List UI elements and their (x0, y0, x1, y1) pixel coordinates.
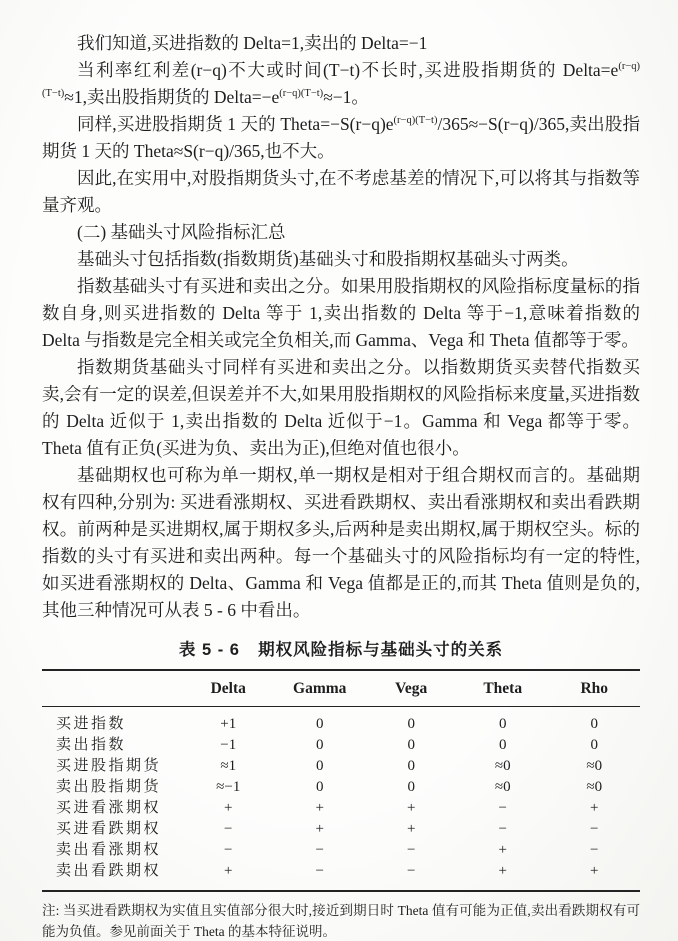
text-run: 当利率红利差(r−q)不大或时间(T−t)不长时,买进股指期货的 Delta=e (77, 60, 619, 80)
cell-value: 0 (498, 737, 507, 753)
column-header: Delta (183, 670, 274, 707)
cell-value: 0 (315, 716, 324, 732)
paragraph (42, 462, 640, 624)
table-5-6-block (42, 636, 640, 892)
paragraph (42, 111, 640, 165)
cell-value: + (406, 821, 416, 837)
cell-value: + (498, 863, 507, 879)
cell-value: ≈0 (586, 779, 603, 795)
paragraph (42, 273, 640, 354)
cell-value: − (498, 821, 507, 837)
row-label: 卖出看跌期权 (56, 863, 162, 879)
column-header: Theta (457, 670, 548, 707)
cell-value: ≈0 (586, 758, 603, 774)
cell-value: 0 (407, 737, 415, 753)
table-row (42, 756, 640, 777)
paragraph (42, 246, 640, 273)
paragraph (42, 219, 640, 246)
cell-value: ≈0 (494, 779, 511, 795)
formula-superscript: (r−q)(T−t) (42, 61, 640, 100)
table-row (42, 861, 640, 892)
row-label: 买进股指期货 (56, 758, 162, 774)
table-row (42, 707, 640, 735)
column-header: Rho (548, 670, 640, 707)
table-row (42, 798, 640, 819)
row-label: 买进看跌期权 (56, 821, 162, 837)
table-title (42, 636, 640, 660)
cell-value: − (589, 842, 599, 858)
row-label: 买进看涨期权 (56, 800, 162, 816)
cell-value: − (224, 821, 233, 837)
cell-value: + (224, 800, 233, 816)
text-run: 基础期权也可称为单一期权,单一期权是相对于组合期权而言的。基础期权有四种,分别为: 买进看涨期权、买进看跌期权、卖出看涨期权和卖出看跌期权。前两种是买进期权,属于期权多头,后两种是卖出期权,属于期权空头。标的指数的头寸有买进和卖出两种。每一个基础头寸的风险指标均有一定的特性,如买进看涨期权的 Delta、Gamma 和 Vega 值都是正的,而其 Theta 值则是负的,其他三种情况可从表 5 - 6 中看出。 (42, 465, 640, 620)
text-run: /365≈−S(r−q)/365,卖出股指期货 1 天的 Theta≈S(r−q)/365,也不大。 (42, 114, 640, 161)
table-header (42, 670, 640, 707)
paragraph (42, 165, 640, 219)
risk-indicator-table (42, 669, 640, 892)
text-run: ≈1,卖出股指期货的 Delta=−e (64, 87, 280, 107)
formula-superscript: (r−q)(T−t) (279, 88, 324, 100)
text-run: 同样,买进股指期货 1 天的 Theta=−S(r−q)e (77, 114, 394, 134)
table-row (42, 819, 640, 840)
cell-value: 0 (315, 779, 324, 795)
cell-value: 0 (315, 737, 324, 753)
table-row (42, 777, 640, 798)
cell-value: 0 (407, 758, 415, 774)
cell-value: 0 (590, 737, 598, 753)
row-label: 卖出指数 (56, 737, 127, 753)
table-header-row (42, 670, 640, 707)
row-label: 买进指数 (56, 716, 127, 732)
text-run: 指数基础头寸有买进和卖出之分。如果用股指期权的风险指标度量标的指数自身,则买进指数的 Delta 等于 1,卖出指数的 Delta 等于−1,意味着指数的 Delta 与指数是完全相关或完全负相关,而 Gamma、Vega 和 Theta 值都等于零。 (42, 276, 640, 350)
cell-value: 0 (498, 716, 507, 732)
cell-value: − (589, 821, 599, 837)
text-run: 基础头寸包括指数(指数期货)基础头寸和股指期权基础头寸两类。 (77, 249, 579, 269)
column-header: Vega (365, 670, 456, 707)
paragraph (42, 57, 640, 111)
cell-value: − (315, 863, 324, 879)
body-paragraphs (42, 30, 640, 624)
text-run: ≈−1。 (323, 87, 369, 107)
table-body (42, 707, 640, 892)
cell-value: 0 (407, 716, 415, 732)
table-row (42, 840, 640, 861)
text-run: 我们知道,买进指数的 Delta=1,卖出的 Delta=−1 (77, 33, 428, 53)
text-run: (二) 基础头寸风险指标汇总 (77, 222, 286, 242)
cell-value: + (224, 863, 233, 879)
column-header: Gamma (274, 670, 365, 707)
cell-value: − (315, 842, 324, 858)
cell-value: + (315, 800, 324, 816)
cell-value: − (224, 842, 233, 858)
cell-value: +1 (220, 716, 237, 732)
cell-value: 0 (590, 716, 598, 732)
cell-value: + (406, 800, 416, 816)
cell-value: + (589, 863, 599, 879)
cell-value: 0 (315, 758, 324, 774)
row-label: 卖出看涨期权 (56, 842, 162, 858)
cell-value: + (589, 800, 599, 816)
cell-value: − (406, 842, 416, 858)
cell-value: + (498, 842, 507, 858)
formula-superscript: (r−q)(T−t) (393, 115, 438, 127)
cell-value: 0 (407, 779, 415, 795)
cell-value: −1 (220, 737, 237, 753)
cell-value: ≈1 (220, 758, 237, 774)
cell-value: ≈−1 (216, 779, 241, 795)
table-footnote: 注: 当买进看跌期权为实值且实值部分很大时,接近到期日时 Theta 值有可能为正值,卖出看跌期权有可能为负值。参见前面关于 Theta 的基本特征说明。 (42, 903, 640, 939)
cell-value: + (315, 821, 324, 837)
table-caption: 期权风险指标与基础头寸的关系 (258, 641, 504, 659)
text-run: 指数期货基础头寸同样有买进和卖出之分。以指数期货买卖替代指数买卖,会有一定的误差,但误差并不大,如果用股指期权的风险指标来度量,买进指数的 Delta 近似于 1,卖出指数的 Delta 近似于−1。Gamma 和 Vega 都等于零。Theta 值有正负(买进为负、卖出为正),但绝对值也很小。 (42, 357, 640, 458)
cell-value: − (498, 800, 507, 816)
paragraph (42, 354, 640, 462)
table-number: 表 5 - 6 (178, 641, 240, 659)
text-run: 因此,在实用中,对股指期货头寸,在不考虑基差的情况下,可以将其与指数等量齐观。 (42, 168, 640, 215)
paragraph (42, 30, 640, 57)
row-label: 卖出股指期货 (56, 779, 162, 795)
column-header-empty (42, 670, 183, 707)
cell-value: − (406, 863, 416, 879)
table-row (42, 735, 640, 756)
cell-value: ≈0 (494, 758, 511, 774)
